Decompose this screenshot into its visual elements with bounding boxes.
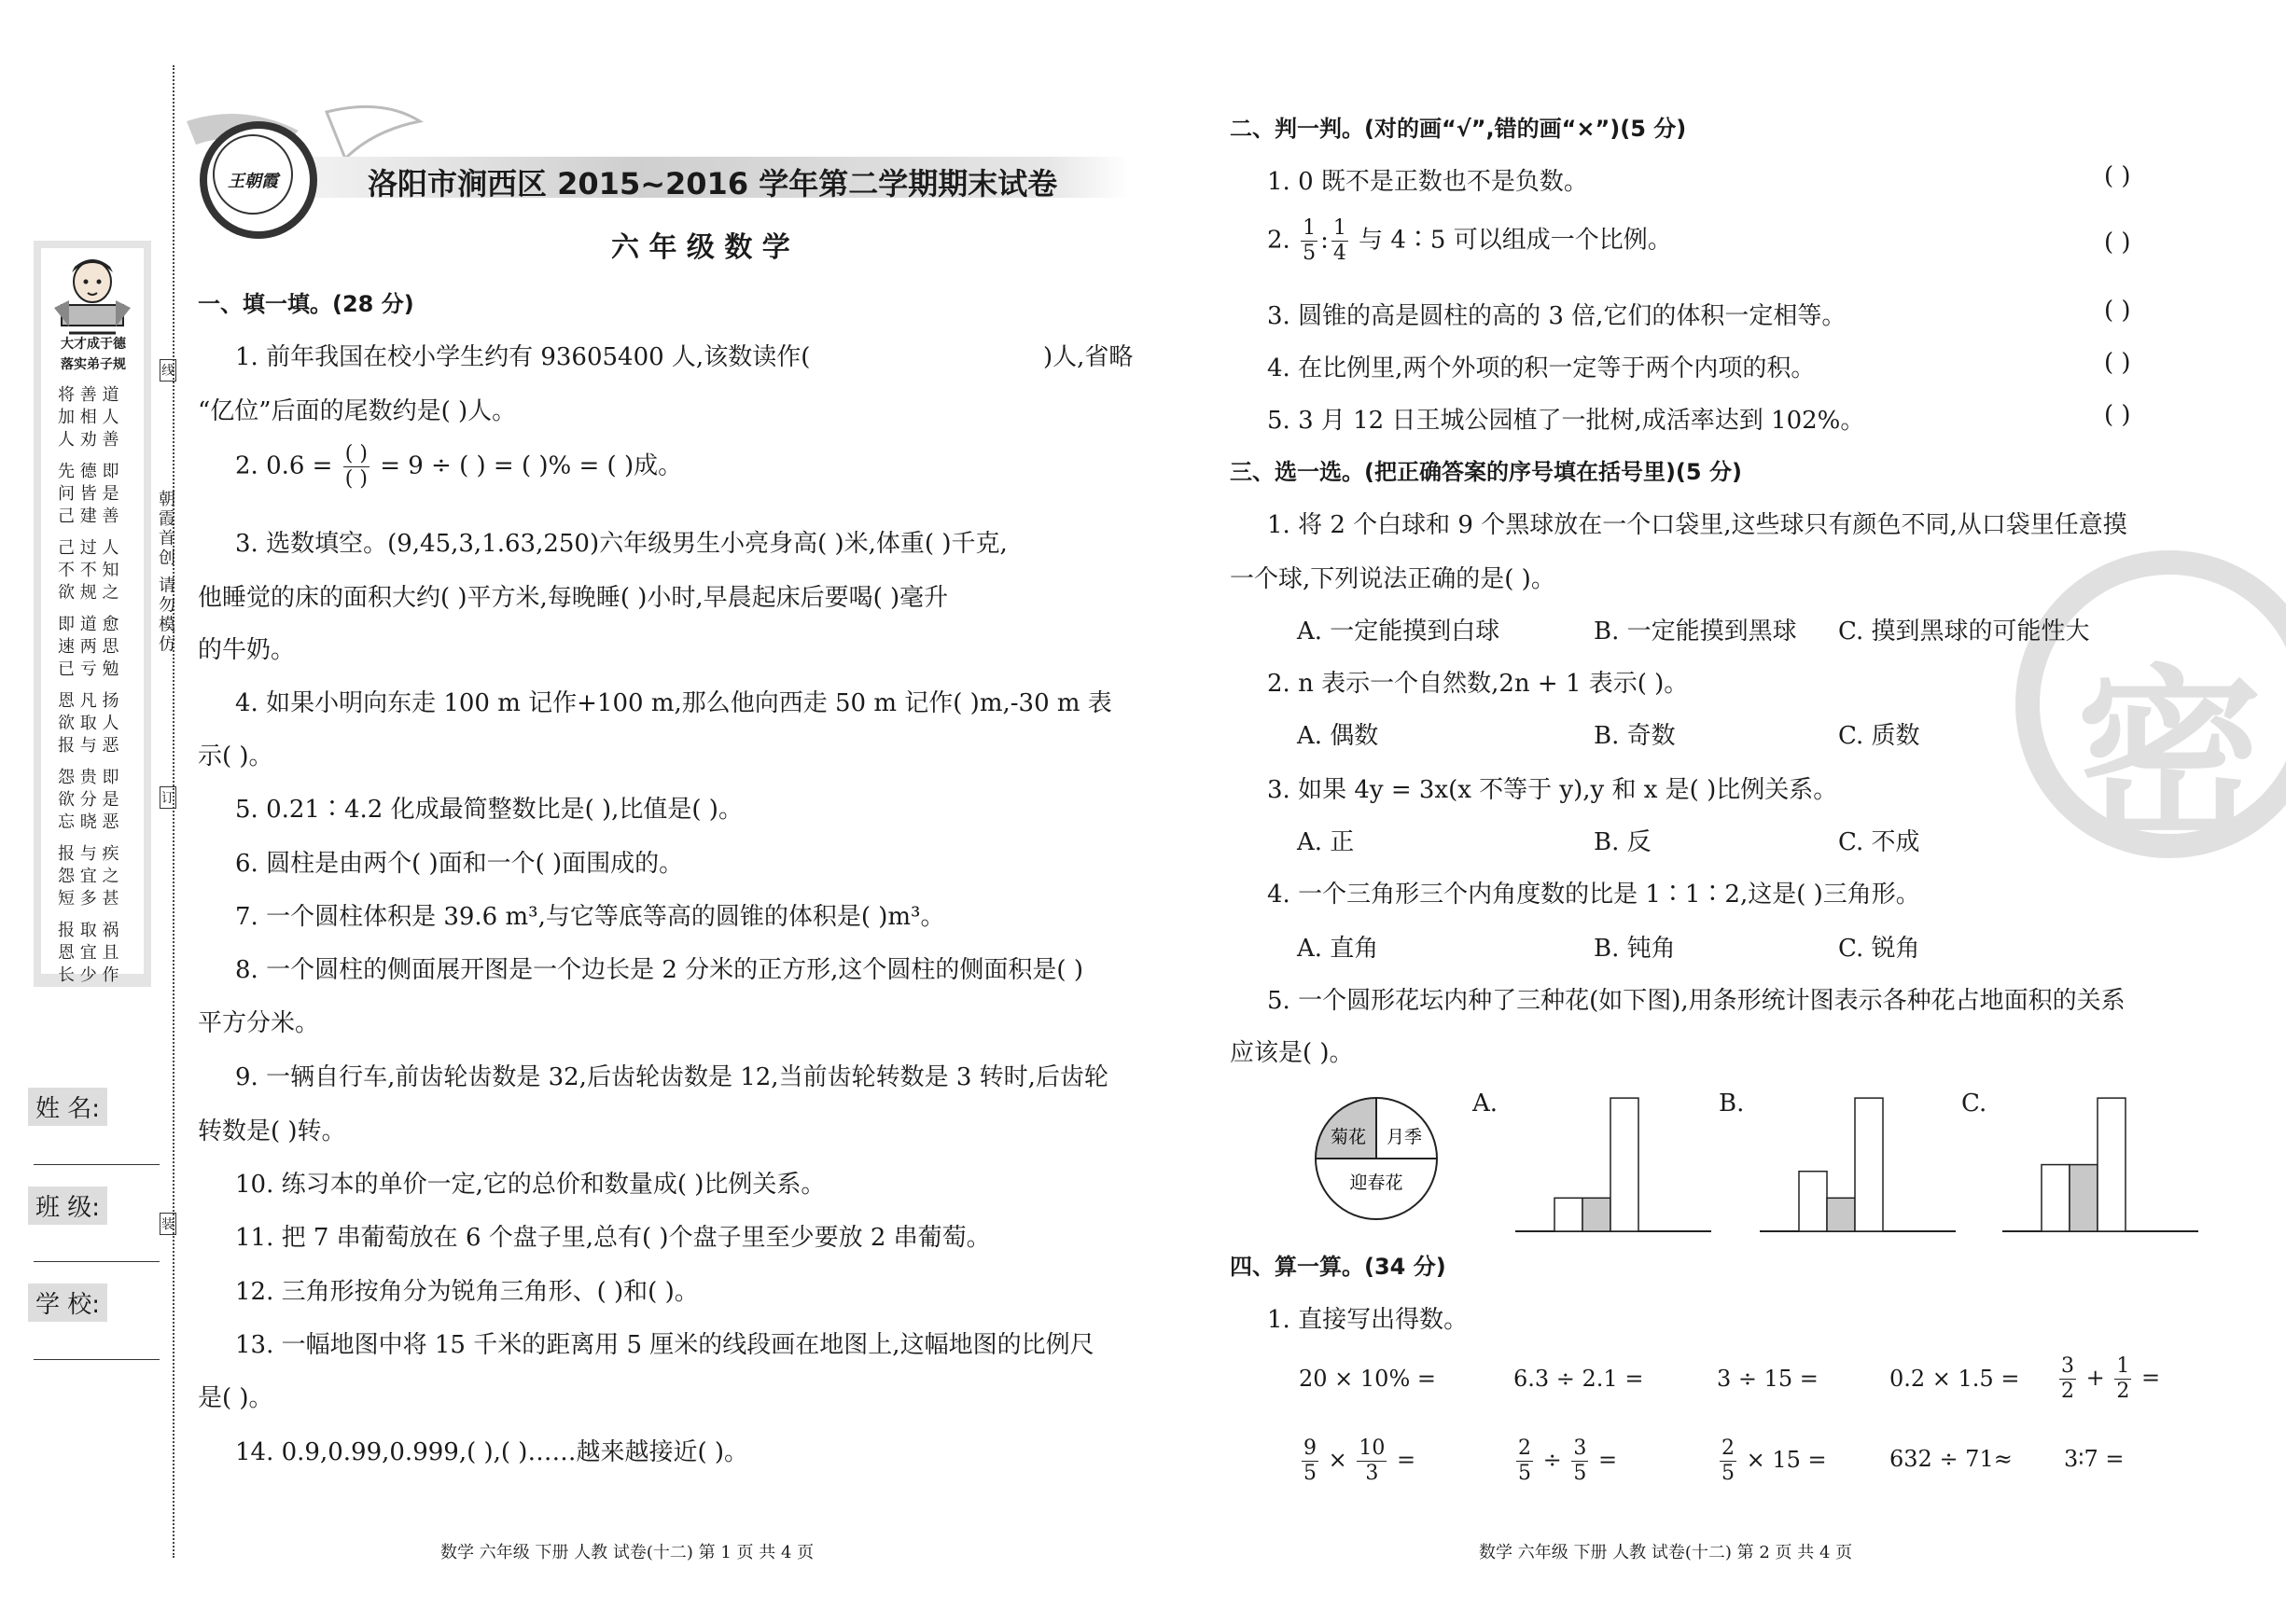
bar-chart-c [2002,1082,2208,1241]
left-page-footer: 数学 六年级 下册 人教 试卷(十二) 第 1 页 共 4 页 [440,1543,815,1562]
frac-den: 5 [1303,1462,1317,1485]
section-1-heading: 一、填一填。(28 分) [198,291,414,317]
times-sign: × [1328,1447,1347,1473]
j5-answer[interactable]: ( ) [2104,401,2131,429]
motto-row: 速 两 思 [58,637,119,657]
q6-line: 6. 圆柱是由两个( )面和一个( )面围成的。 [235,850,684,878]
j3-answer[interactable]: ( ) [2104,297,2131,325]
q1-line-a: 1. 前年我国在校小学生约有 93605400 人,该数读作( [235,343,811,371]
q1-line-b: )人,省略 [1043,343,1134,371]
frac-den: 5 [1518,1462,1531,1485]
frac-num: 2 [1518,1437,1531,1460]
calc-b1 [1299,1437,1415,1486]
logo-text: 王朝霞 [228,172,278,191]
q10-line: 10. 练习本的单价一定,它的总价和数量成( )比例关系。 [235,1171,826,1199]
j3-line: 3. 圆锥的高是圆柱的高的 3 倍,它们的体积一定相等。 [1267,302,1847,330]
j2-number: 2. [1267,226,1290,255]
motto-row: 怨 贵 即 [58,768,119,787]
c1-line-a: 1. 将 2 个白球和 9 个黑球放在一个口袋里,这些球只有颜色不同,从口袋里任意摸 [1267,511,2127,539]
chart-bar [1855,1098,1883,1231]
motto-row: 短 多 甚 [58,889,119,909]
calc-a5-frac1 [2059,1354,2076,1404]
c3-line: 3. 如果 4y = 3x(x 不等于 y),y 和 x 是( )比例关系。 [1267,776,1838,804]
frac-den: 3 [1365,1462,1379,1485]
j1-line: 1. 0 既不是正数也不是负数。 [1267,168,1588,196]
frac-den: 2 [2116,1380,2130,1403]
motto-row: 将 善 道 [58,385,119,405]
chart-bar [1610,1098,1638,1231]
frac-den: 5 [1573,1462,1587,1485]
q7-line: 7. 一个圆柱体积是 39.6 m³,与它等底等高的圆锥的体积是( )m³。 [235,903,945,931]
c5-line-a: 5. 一个圆形花坛内种了三种花(如下图),用条形统计图表示各种花占地面积的关系 [1267,987,2126,1015]
calc-b3 [1717,1437,1827,1486]
c1-option-c: C. 摸到黑球的可能性大 [1838,618,2090,645]
calc-b1-frac2 [1357,1437,1387,1486]
binding-mark-top: 线 [160,359,176,382]
logo-seal [200,121,317,239]
motto-row: 欲 分 是 [58,790,119,810]
calc-a5-frac2 [2114,1354,2131,1404]
frac-den: 5 [1721,1462,1735,1485]
q12-line: 12. 三角形按角分为锐角三角形、( )和( )。 [235,1278,699,1306]
q9-line-a: 9. 一辆自行车,前齿轮齿数是 32,后齿轮齿数是 12,当前齿轮转数是 3 转时,后齿轮 [235,1063,1108,1091]
frac-num: 1 [2116,1354,2130,1378]
q4-line-a: 4. 如果小明向东走 100 m 记作+100 m,那么他向西走 50 m 记作( )m,-30 m 表 [235,689,1112,717]
j5-line: 5. 3 月 12 日王城公园植了一批树,成活率达到 102%。 [1267,407,1865,435]
divide-sign: ÷ [1542,1447,1562,1473]
calc-b2-frac2 [1571,1437,1588,1486]
q9-line-b: 转数是( )转。 [198,1117,346,1145]
c1-line-b: 一个球,下列说法正确的是( )。 [1230,565,1555,593]
binding-mark-bottom: 装 [160,1213,176,1235]
q3-line-b: 他睡觉的床的面积大约( )平方米,每晚睡( )小时,早晨起床后要喝( )毫升 [198,584,949,612]
section-4-heading: 四、算一算。(34 分) [1230,1254,1446,1280]
frac-num: 2 [1721,1437,1735,1460]
equals-sign: = [1598,1447,1618,1473]
chart-option-a-label: A. [1472,1090,1498,1117]
calc-b2 [1513,1437,1617,1486]
section-2-heading: 二、判一判。(对的画“√”,错的画“×”)(5 分) [1230,116,1687,142]
equals-sign: = [2141,1365,2161,1391]
c4-option-b: B. 钝角 [1594,935,1676,963]
school-label: 学 校: [28,1284,107,1322]
q2-fraction [343,442,369,492]
q11-line: 11. 把 7 串葡萄放在 6 个盘子里,总有( )个盘子里至少要放 2 串葡萄。 [235,1224,991,1252]
q1-line-c: “亿位”后面的尾数约是( )人。 [198,397,517,425]
motto-row: 报 与 疾 [58,844,119,864]
motto-row: 已 亏 勉 [58,659,119,679]
frac-num: 1 [1303,216,1317,240]
equals-sign: = [1397,1447,1416,1473]
calc-b3-frac [1720,1437,1736,1486]
motto-row: 己 过 人 [58,538,119,558]
chart-bar [1554,1198,1582,1231]
motto-row: 不 不 知 [58,561,119,580]
sidebar-inner [41,248,144,985]
q2-denominator: ( ) [344,467,368,491]
calc-a1: 20 × 10% = [1299,1366,1436,1392]
calc-a3: 3 ÷ 15 = [1717,1366,1819,1392]
motto-row: 恩 凡 扬 [58,691,119,711]
j4-line: 4. 在比例里,两个外项的积一定等于两个内项的积。 [1267,354,1816,382]
motto-row: 己 建 善 [58,507,119,526]
j2-answer[interactable]: ( ) [2104,229,2131,257]
j1-answer[interactable]: ( ) [2104,162,2131,190]
sidebar-slogan-2: 落实弟子规 [61,357,126,372]
flower-bed-diagram [1311,1093,1442,1224]
chart-bar [1582,1198,1610,1231]
motto-row: 问 皆 是 [58,484,119,504]
q8-line-b: 平方分米。 [198,1009,320,1037]
pie-label-chrysanthemum: 菊花 [1330,1127,1367,1147]
sidebar-panel [34,241,151,987]
calc-b5: 3∶7 = [2064,1446,2125,1472]
bar-chart-a [1515,1082,1721,1241]
c4-option-a: A. 直角 [1297,935,1379,963]
q14-line: 14. 0.9,0.99,0.999,( ),( )……越来越接近( )。 [235,1438,748,1466]
motto-row: 人 劝 善 [58,430,119,450]
class-field[interactable] [34,1261,160,1262]
right-page-footer: 数学 六年级 下册 人教 试卷(十二) 第 2 页 共 4 页 [1479,1543,1853,1562]
q8-line-a: 8. 一个圆柱的侧面展开图是一个边长是 2 分米的正方形,这个圆柱的侧面积是( ) [235,956,1083,984]
calc-b2-frac1 [1516,1437,1533,1486]
q2-numerator: ( ) [344,442,368,465]
c1-option-b: B. 一定能摸到黑球 [1594,618,1797,645]
chart-bar [1799,1172,1827,1231]
q2-start: 2. 0.6 = [235,451,333,480]
c3-option-b: B. 反 [1594,828,1652,856]
binding-line [173,65,174,1558]
motto-row: 加 相 人 [58,408,119,427]
motto-row: 报 取 祸 [58,921,119,940]
q4-line-b: 示( )。 [198,743,273,770]
motto-row: 报 与 恶 [58,736,119,756]
chart-bar [2070,1165,2098,1231]
c2-option-c: C. 质数 [1838,722,1920,750]
q2-end: = 9 ÷ ( ) = ( )% = ( )成。 [380,451,683,480]
c3-option-c: C. 不成 [1838,828,1920,856]
calc-title: 1. 直接写出得数。 [1267,1306,1469,1334]
watermark-char: 密 [2075,649,2263,867]
frac-num: 9 [1303,1437,1317,1460]
motto-row: 怨 宜 之 [58,867,119,886]
exam-subtitle: 六 年 级 数 学 [611,231,790,264]
c4-option-c: C. 锐角 [1838,935,1920,963]
calc-b4: 632 ÷ 71≈ [1889,1446,2013,1472]
j2-text: 与 4∶5 可以组成一个比例。 [1359,226,1672,255]
motto-row: 先 德 即 [58,462,119,481]
q2-line [235,442,682,492]
scholar-illustration [41,254,144,338]
c4-line: 4. 一个三角形三个内角度数的比是 1∶1∶2,这是( )三角形。 [1267,881,1920,909]
chart-bar [2098,1098,2126,1231]
calc-a2: 6.3 ÷ 2.1 = [1513,1366,1644,1392]
sidebar-slogan-1: 大才成于德 [61,337,126,352]
chart-option-b-label: B. [1719,1090,1745,1117]
frac-num: 3 [2061,1354,2074,1378]
frac-num: 10 [1359,1437,1386,1460]
c2-line: 2. n 表示一个自然数,2n + 1 表示( )。 [1267,670,1689,698]
motto-row: 即 道 愈 [58,615,119,634]
c1-option-a: A. 一定能摸到白球 [1297,618,1500,645]
j4-answer[interactable]: ( ) [2104,349,2131,377]
calc-b1-frac1 [1302,1437,1318,1486]
watermark-seal [2015,550,2286,867]
sidebar-motto [58,384,151,987]
motto-row: 忘 晓 恶 [58,812,119,832]
plus-sign: + [2085,1365,2105,1391]
q13-line-b: 是( )。 [198,1384,273,1412]
frac-den: 4 [1332,242,1346,265]
c2-option-b: B. 奇数 [1594,722,1676,750]
section-3-heading: 三、选一选。(把正确答案的序号填在括号里)(5 分) [1230,459,1742,485]
q5-line: 5. 0.21∶4.2 化成最简整数比是( ),比值是( )。 [235,796,743,824]
c2-option-a: A. 偶数 [1297,722,1379,750]
school-field[interactable] [34,1359,160,1360]
frac-den: 5 [1303,242,1317,265]
name-label: 姓 名: [28,1088,107,1126]
q13-line-a: 13. 一幅地图中将 15 千米的距离用 5 厘米的线段画在地图上,这幅地图的比例尺 [235,1331,1094,1359]
j2-frac-2 [1331,216,1348,266]
motto-row: 恩 宜 且 [58,943,119,963]
class-label: 班 级: [28,1187,107,1225]
chart-option-c-label: C. [1961,1090,1987,1117]
q3-line-a: 3. 选数填空。(9,45,3,1.63,250)六年级男生小亮身高( )米,体重( )千克, [235,530,1008,558]
chart-bar [2042,1165,2070,1231]
motto-row: 欲 规 之 [58,583,119,603]
binding-text: 朝霞首创 请勿模仿 [156,490,175,655]
c3-option-a: A. 正 [1297,828,1355,856]
exam-title: 洛阳市涧西区 2015~2016 学年第二学期期末试卷 [368,166,1058,201]
motto-row: 欲 取 人 [58,714,119,733]
j2-frac-1 [1301,216,1317,266]
frac-num: 1 [1332,216,1346,240]
frac-den: 2 [2061,1380,2074,1403]
pie-label-rose: 月季 [1386,1127,1423,1147]
calc-b3-tail: × 15 = [1746,1447,1827,1473]
chart-bar [1827,1198,1855,1231]
pie-label-jasmine: 迎春花 [1349,1173,1403,1193]
name-field[interactable] [34,1164,160,1165]
j2-line: 2. $\frac{1}{5}$ : $\frac{1}{4}$ 与 4∶5 可以组成一个比例。 [1267,216,1672,265]
calc-a4: 0.2 × 1.5 = [1889,1366,2020,1392]
calc-a5 [2056,1354,2160,1404]
bar-chart-b [1760,1082,1965,1241]
q3-line-c: 的牛奶。 [198,636,296,664]
c5-line-b: 应该是( )。 [1230,1039,1354,1067]
frac-num: 3 [1573,1437,1587,1460]
motto-row: 长 少 作 [58,965,119,985]
binding-mark-mid: 订 [160,786,176,809]
